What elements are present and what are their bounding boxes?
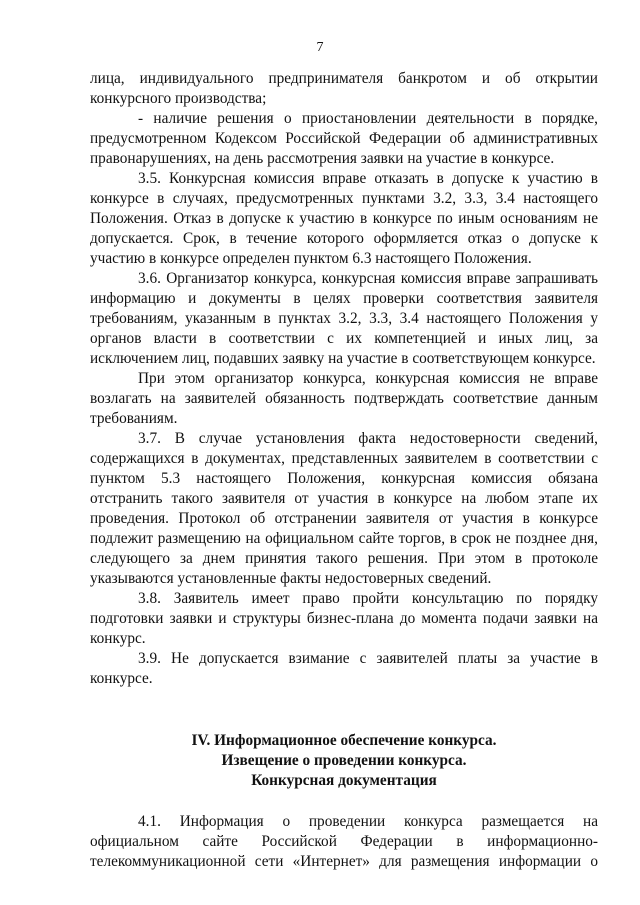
- text-line: Положения. Отказ в допуске к участию в конкурсе по иным основаниям не: [90, 210, 598, 227]
- text-line: лица, индивидуального предпринимателя банкротом и об открытии: [90, 70, 598, 87]
- text-line: требованиям, указанным в пунктах 3.2, 3.3, 3.4 настоящего Положения у: [90, 310, 598, 327]
- text-line: официальном сайте Российской Федерации в информационно-: [90, 833, 598, 850]
- text-line: 3.9. Не допускается взимание с заявителей платы за участие в: [138, 650, 598, 667]
- text-line: 3.6. Организатор конкурса, конкурсная комиссия вправе запрашивать: [138, 270, 598, 287]
- text-line: конкурсе.: [90, 670, 153, 687]
- text-line: отстранить такого заявителя от участия в конкурсе на любом этапе их: [90, 490, 598, 507]
- text-line: информацию и документы в целях проверки соответствия заявителя: [90, 290, 598, 307]
- text-line: участию в конкурсе определен пунктом 6.3 настоящего Положения.: [90, 250, 532, 267]
- text-line: допускается. Срок, в течение которого оформляется отказ о допуске к: [90, 230, 598, 247]
- text-line: При этом организатор конкурса, конкурсная комиссия не вправе: [138, 370, 598, 387]
- section-heading: Конкурсная документация: [251, 772, 437, 789]
- text-line: 3.7. В случае установления факта недостоверности сведений,: [138, 430, 598, 447]
- text-line: 4.1. Информация о проведении конкурса размещается на: [138, 813, 598, 830]
- page-number: 7: [316, 40, 324, 55]
- section-heading: Извещение о проведении конкурса.: [221, 752, 467, 769]
- text-line: 3.5. Конкурсная комиссия вправе отказать в допуске к участию в: [138, 170, 598, 187]
- text-line: правонарушениях, на день рассмотрения заявки на участие в конкурсе.: [90, 150, 555, 167]
- text-line: исключением лиц, подавших заявку на участие в соответствующем конкурсе.: [90, 350, 596, 367]
- text-line: следующего за днем принятия такого решения. При этом в протоколе: [90, 550, 598, 567]
- text-line: конкурсного производства;: [90, 90, 267, 107]
- text-line: содержащихся в документах, представленных заявителем в соответствии с: [90, 450, 598, 467]
- text-line: указываются установленные факты недостоверных сведений.: [90, 570, 492, 587]
- text-line: - наличие решения о приостановлении деятельности в порядке,: [138, 110, 598, 127]
- text-line: конкурсе в случаях, предусмотренных пунктами 3.2, 3.3, 3.4 настоящего: [90, 190, 598, 207]
- text-line: подготовки заявки и структуры бизнес-плана до момента подачи заявки на: [90, 610, 598, 627]
- text-line: требованиям.: [90, 410, 178, 427]
- text-line: проведения. Протокол об отстранении заявителя от участия в конкурсе: [90, 510, 598, 527]
- text-line: 3.8. Заявитель имеет право пройти консультацию по порядку: [138, 590, 598, 607]
- text-line: подлежит размещению на официальном сайте торгов, в срок не позднее дня,: [90, 530, 598, 547]
- text-line: телекоммуникационной сети «Интернет» для размещения информации о: [90, 853, 598, 870]
- section-heading: IV. Информационное обеспечение конкурса.: [191, 732, 497, 749]
- text-line: предусмотренном Кодексом Российской Федерации об административных: [90, 130, 598, 147]
- text-line: конкурс.: [90, 630, 146, 647]
- text-line: возлагать на заявителей обязанность подтверждать соответствие данным: [90, 390, 598, 407]
- text-line: пунктом 5.3 настоящего Положения, конкурсная комиссия обязана: [90, 470, 598, 487]
- text-line: органов власти в соответствии с их компетенцией и иных лиц, за: [90, 330, 598, 347]
